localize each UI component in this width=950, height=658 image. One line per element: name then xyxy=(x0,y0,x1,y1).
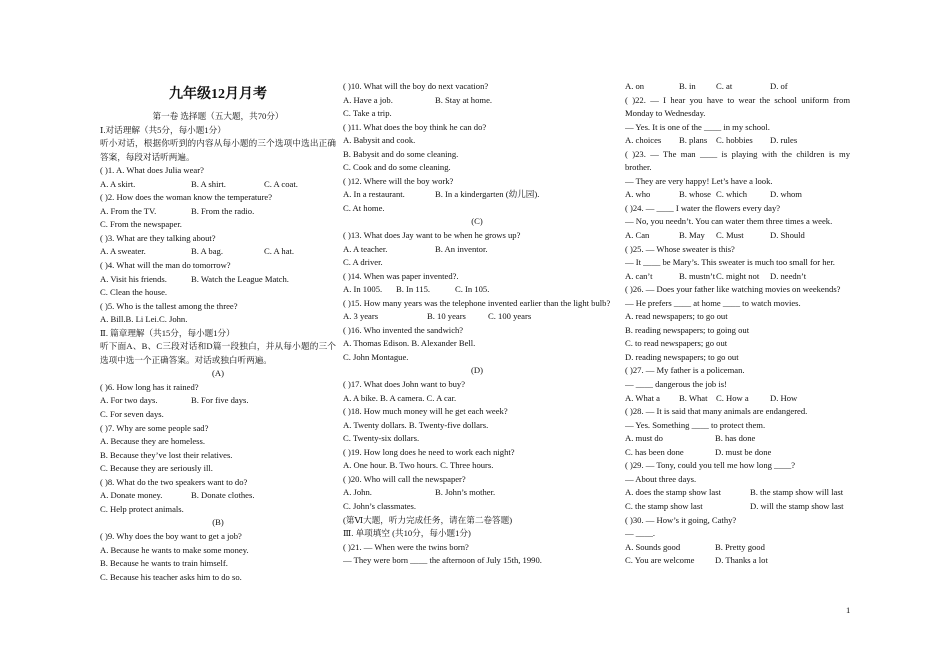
text-line: Ⅲ. 单项填空 (共10分，每小题1分) xyxy=(343,528,471,539)
answer-option: B. Stay at home. xyxy=(435,94,493,105)
column-2-lines xyxy=(343,80,611,568)
text-line: C. From the newspaper. xyxy=(100,219,182,230)
text-line: (第Ⅵ大题，听力完成任务，请在第二卷答题) xyxy=(343,514,513,525)
text-line: — ____ dangerous the job is! xyxy=(625,379,727,390)
answer-option: A. can’t xyxy=(625,270,653,281)
text-line: ( )24. — ____ I water the flowers every day? xyxy=(625,202,781,213)
answer-option: A. Donate money. xyxy=(100,490,163,501)
answer-option: B. What xyxy=(679,392,708,403)
answer-option: B. In a kindergarten (幼儿园). xyxy=(435,189,540,200)
answer-option: D. needn’t xyxy=(770,270,807,281)
text-line: C. Because they are seriously ill. xyxy=(100,463,213,474)
option-row xyxy=(343,283,611,297)
option-row xyxy=(625,188,850,202)
option-row xyxy=(625,80,850,94)
answer-option: B. A bag. xyxy=(191,246,223,257)
text-line: ( )19. How long does he need to work each night? xyxy=(343,446,515,457)
answer-option: C. which xyxy=(716,189,748,200)
text-line: ( )22. — I hear you have to wear the school uniform from Monday to Wednesday. xyxy=(625,94,850,119)
text-line: C. For seven days. xyxy=(100,409,164,420)
text-line: ( )29. — Tony, could you tell me how long ____? xyxy=(625,460,796,471)
answer-option: A. Visit his friends. xyxy=(100,273,167,284)
option-row xyxy=(343,486,611,500)
answer-option: C. might not xyxy=(716,270,760,281)
answer-option: D. of xyxy=(770,81,788,91)
text-line: ( )20. Who will call the newspaper? xyxy=(343,473,466,484)
answer-option: D. Should xyxy=(770,230,805,241)
text-line: — They were born ____ the afternoon of July 15th, 1990. xyxy=(343,555,542,566)
text-line: A. Because they are homeless. xyxy=(100,436,205,447)
answer-option: B. plans xyxy=(679,135,708,146)
option-row xyxy=(100,205,336,219)
answer-option: C. has been done xyxy=(625,446,684,457)
answer-option: B. whose xyxy=(679,189,711,200)
text-line: D. reading newspapers; to go out xyxy=(625,351,739,362)
text-line: C. A driver. xyxy=(343,257,383,268)
text-line: ( )13. What does Jay want to be when he grows up? xyxy=(343,230,521,241)
text-line: B. Because they’ve lost their relatives. xyxy=(100,449,233,460)
text-line: A. One hour. B. Two hours. C. Three hours. xyxy=(343,460,494,471)
text-line: ( )1. A. What does Julia wear? xyxy=(100,165,204,176)
answer-option: B. For five days. xyxy=(191,395,249,406)
text-line: C. John’s classmates. xyxy=(343,500,417,511)
text-line: ( )6. How long has it rained? xyxy=(100,381,199,392)
text-line: B. reading newspapers; to going out xyxy=(625,324,750,335)
text-line: ( )28. — It is said that many animals are endangered. xyxy=(625,406,808,417)
option-row xyxy=(625,432,850,446)
text-line: ( )30. — How’s it going, Cathy? xyxy=(625,514,737,525)
text-line: — Yes. It is one of the ____ in my school. xyxy=(625,121,770,132)
text-line: ( )17. What does John want to buy? xyxy=(343,379,466,390)
text-line: (C) xyxy=(471,216,483,227)
answer-option: B. An inventor. xyxy=(435,243,488,254)
answer-option: A. Can xyxy=(625,230,650,241)
answer-option: D. rules xyxy=(770,135,798,146)
text-line: A. Twenty dollars. B. Twenty-five dollars. xyxy=(343,419,489,430)
answer-option: A. A skirt. xyxy=(100,178,136,189)
text-line: — He prefers ____ at home ____ to watch movies. xyxy=(625,297,801,308)
answer-option: C. In 105. xyxy=(455,284,490,295)
answer-option: B. has done xyxy=(715,433,756,444)
answer-option: C. A hat. xyxy=(264,246,295,257)
text-line: (B) xyxy=(212,517,224,528)
text-line: ( )21. — When were the twins born? xyxy=(343,541,469,552)
option-row xyxy=(100,394,336,408)
option-row xyxy=(625,446,850,460)
answer-option: C. A coat. xyxy=(264,178,298,189)
text-line: C. Cook and do some cleaning. xyxy=(343,162,451,173)
text-line: 听小对话，根据你听到的内容从每小题的三个选项中选出正确答案，每段对话听两遍。 xyxy=(100,138,336,162)
answer-option: A. A teacher. xyxy=(343,243,388,254)
option-row xyxy=(625,270,850,284)
text-line: ( )5. Who is the tallest among the three? xyxy=(100,300,238,311)
text-line: B. Because he wants to train himself. xyxy=(100,558,228,569)
text-line: ( )2. How does the woman know the temperature? xyxy=(100,192,273,203)
answer-option: B. May xyxy=(679,230,705,241)
answer-option: C. You are welcome xyxy=(625,555,695,566)
column-1 xyxy=(100,80,336,584)
column-1-lines xyxy=(100,110,336,584)
text-line: ( )11. What does the boy think he can do? xyxy=(343,121,487,132)
answer-option: A. 3 years xyxy=(343,311,379,322)
option-row xyxy=(100,313,336,327)
text-line: — They are very happy! Let’s have a look. xyxy=(625,175,773,186)
answer-option: A. Sounds good xyxy=(625,541,681,552)
answer-option: D. Thanks a lot xyxy=(715,555,768,566)
answer-option: B. the stamp show will last xyxy=(750,487,844,498)
option-row xyxy=(625,486,850,500)
text-line: ( )26. — Does your father like watching movies on weekends? xyxy=(625,284,841,295)
text-line: Ⅱ. 篇章理解（共15分，每小题1分） xyxy=(100,327,235,338)
answer-option: B. Li Lei. xyxy=(125,314,159,325)
answer-option: A. Have a job. xyxy=(343,94,393,105)
text-line: — About three days. xyxy=(625,473,697,484)
option-row xyxy=(625,229,850,243)
text-line: ( )8. What do the two speakers want to do? xyxy=(100,476,248,487)
option-row xyxy=(100,245,336,259)
answer-option: B. A shirt. xyxy=(191,178,226,189)
text-line: C. John Montague. xyxy=(343,351,409,362)
text-line: ( )3. What are they talking about? xyxy=(100,232,216,243)
answer-option: C. Must xyxy=(716,230,744,241)
text-line: C. Take a trip. xyxy=(343,108,392,119)
text-line: C. Because his teacher asks him to do so. xyxy=(100,571,242,582)
answer-option: B. in xyxy=(679,81,696,91)
option-row xyxy=(625,392,850,406)
answer-option: A. who xyxy=(625,189,651,200)
answer-option: A. From the TV. xyxy=(100,205,157,216)
answer-option: D. will the stamp show last xyxy=(750,500,844,511)
answer-option: A. John. xyxy=(343,487,372,498)
answer-option: A. In 1005. xyxy=(343,284,383,295)
text-line: A. A bike. B. A camera. C. A car. xyxy=(343,392,457,403)
answer-option: A. on xyxy=(625,81,645,91)
answer-option: B. John’s mother. xyxy=(435,487,496,498)
answer-option: A. does the stamp show last xyxy=(625,487,721,498)
option-row xyxy=(343,94,611,108)
text-line: A. Because he wants to make some money. xyxy=(100,544,249,555)
text-line: Ⅰ.对话理解（共5分，每小题1分） xyxy=(100,124,226,135)
answer-option: A. What a xyxy=(625,392,660,403)
text-line: (D) xyxy=(471,365,483,376)
text-line: — ____. xyxy=(625,528,656,539)
page-number: 1 xyxy=(846,605,851,615)
answer-option: C. 100 years xyxy=(488,311,532,322)
text-line: ( )23. — The man ____ is playing with the children is my brother. xyxy=(625,148,850,173)
text-line: B. Babysit and do some cleaning. xyxy=(343,148,459,159)
text-line: ( )18. How much money will he get each week? xyxy=(343,406,508,417)
answer-option: C. the stamp show last xyxy=(625,500,703,511)
text-line: C. Clean the house. xyxy=(100,287,168,298)
text-line: — Yes. Something ____ to protect them. xyxy=(625,419,766,430)
text-line: ( )10. What will the boy do next vacation? xyxy=(343,81,489,91)
text-line: (A) xyxy=(212,368,224,379)
answer-option: D. must be done xyxy=(715,446,772,457)
text-line: C. At home. xyxy=(343,202,385,213)
option-row xyxy=(100,489,336,503)
text-line: 听下面A、B、C三段对话和D篇一段独白，并从每小题的三个选项中选一个正确答案。对话或独白听两遍。 xyxy=(100,341,336,365)
answer-option: A. For two days. xyxy=(100,395,158,406)
column-3-lines xyxy=(625,80,850,568)
text-line: ( )12. Where will the boy work? xyxy=(343,175,454,186)
option-row xyxy=(343,310,611,324)
page-title: 九年级12月月考 xyxy=(169,87,267,102)
text-line: ( )4. What will the man do tomorrow? xyxy=(100,260,231,271)
answer-option: B. Donate clothes. xyxy=(191,490,255,501)
option-row xyxy=(100,178,336,192)
answer-option: A. In a restaurant. xyxy=(343,189,405,200)
text-line: ( )7. Why are some people sad? xyxy=(100,422,209,433)
text-line: ( )14. When was paper invented?. xyxy=(343,270,459,281)
answer-option: B. Pretty good xyxy=(715,541,765,552)
column-3 xyxy=(625,80,850,568)
text-line: ( )9. Why does the boy want to get a job? xyxy=(100,530,242,541)
answer-option: A. Bill. xyxy=(100,314,126,325)
option-row xyxy=(343,188,611,202)
text-line: ( )27. — My father is a policeman. xyxy=(625,365,745,376)
option-row xyxy=(343,243,611,257)
answer-option: A. A sweater. xyxy=(100,246,146,257)
text-line: ( )25. — Whose sweater is this? xyxy=(625,243,735,254)
text-line: C. to read newspapers; go out xyxy=(625,338,728,349)
answer-option: A. choices xyxy=(625,135,662,146)
text-line: ( )15. How many years was the telephone invented earlier than the light bulb? xyxy=(343,297,611,308)
answer-option: C. at xyxy=(716,81,733,91)
text-line: A. read newspapers; to go out xyxy=(625,311,728,322)
answer-option: B. In 115. xyxy=(396,284,431,295)
answer-option: C. How a xyxy=(716,392,749,403)
answer-option: B. From the radio. xyxy=(191,205,255,216)
text-line: — No, you needn’t. You can water them three times a week. xyxy=(625,216,833,227)
text-line: 第一卷 选择题（五大题，共70分） xyxy=(152,111,284,121)
option-row xyxy=(100,273,336,287)
column-2 xyxy=(343,80,611,568)
option-row xyxy=(625,541,850,555)
answer-option: D. whom xyxy=(770,189,802,200)
answer-option: B. 10 years xyxy=(427,311,466,322)
answer-option: D. How xyxy=(770,392,798,403)
option-row xyxy=(625,554,850,568)
text-line: — It ____ be Mary’s. This sweater is much too small for her. xyxy=(625,257,835,268)
text-line: A. Babysit and cook. xyxy=(343,135,416,146)
option-row xyxy=(625,500,850,514)
text-line: A. Thomas Edison. B. Alexander Bell. xyxy=(343,338,476,349)
text-line: ( )16. Who invented the sandwich? xyxy=(343,324,464,335)
option-row xyxy=(625,134,850,148)
answer-option: B. mustn’t xyxy=(679,270,716,281)
answer-option: C. hobbies xyxy=(716,135,753,146)
answer-option: A. must do xyxy=(625,433,663,444)
text-line: C. Twenty-six dollars. xyxy=(343,433,420,444)
text-line: C. Help protect animals. xyxy=(100,503,184,514)
answer-option: C. John. xyxy=(158,314,188,325)
answer-option: B. Watch the League Match. xyxy=(191,273,289,284)
